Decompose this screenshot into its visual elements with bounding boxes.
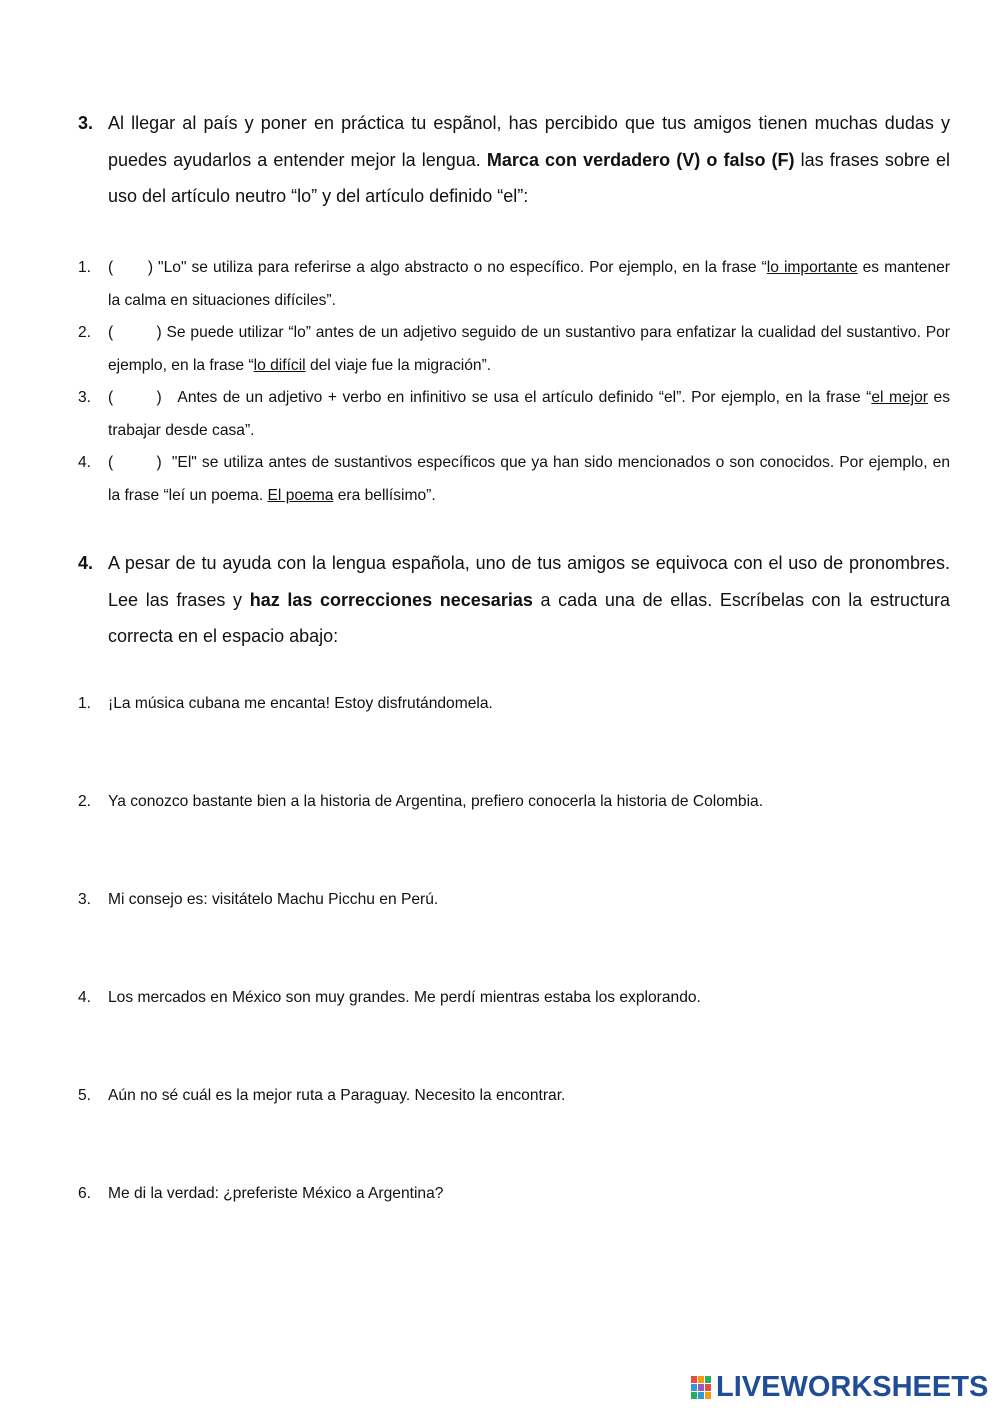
question-4-instruction: haz las correcciones necesarias bbox=[249, 589, 533, 610]
item-number: 4. bbox=[78, 454, 92, 471]
liveworksheets-logo-text: LIVEWORKSHEETS bbox=[716, 1370, 989, 1403]
item-text-end: es trabajar desde casa”. bbox=[108, 389, 950, 439]
item-text: Se puede utilizar “lo” antes de un adjetivo seguido de un sustantivo para enfatizar la cualidad del sustantivo. Por ejemplo, en la frase “ bbox=[108, 324, 955, 374]
question-3 bbox=[78, 105, 950, 215]
sentence-text: Aún no sé cuál es la mejor ruta a Paraguay. Necesito la encontrar. bbox=[108, 1087, 566, 1104]
list-item bbox=[78, 382, 950, 447]
answer-blank[interactable]: ( ) bbox=[108, 259, 154, 276]
question-4-intro: A pesar de tu ayuda con la lengua española, uno de tus amigos se equivoca con el uso de pronombres. Lee las frases y bbox=[108, 553, 950, 610]
sentence-text: Ya conozco bastante bien a la historia de Argentina, prefiero conocerla la historia de Colombia. bbox=[108, 793, 764, 810]
item-number: 1. bbox=[78, 259, 92, 276]
item-text: "Lo" se utiliza para referirse a algo abstracto o no específico. Por ejemplo, en la frase “ bbox=[153, 259, 767, 276]
answer-blank[interactable]: ( ) bbox=[108, 324, 162, 341]
list-item bbox=[78, 447, 955, 512]
sentence-4 bbox=[78, 987, 950, 1009]
question-4-text bbox=[108, 545, 950, 655]
question-4 bbox=[78, 545, 950, 655]
sentence-text: Los mercados en México son muy grandes. Me perdí mientras estaba los explorando. bbox=[108, 989, 701, 1006]
question-3-rest: las frases sobre el uso del artículo neutro “lo” y del artículo definido “el”: bbox=[108, 149, 951, 206]
sentence-number: 3. bbox=[78, 891, 92, 908]
sentence-text: Mi consejo es: visitátelo Machu Picchu en Perú. bbox=[108, 891, 439, 908]
sentence-3 bbox=[78, 889, 950, 911]
question-4-number: 4. bbox=[78, 553, 94, 573]
answer-blank[interactable]: ( ) bbox=[108, 454, 162, 471]
sentence-number: 6. bbox=[78, 1185, 92, 1202]
sentence-6 bbox=[78, 1183, 950, 1205]
underlined-example: lo difícil bbox=[253, 356, 306, 374]
true-false-list bbox=[78, 252, 955, 512]
sentence-number: 2. bbox=[78, 793, 92, 810]
sentence-number: 4. bbox=[78, 989, 92, 1006]
item-text-end: del viaje fue la migración”. bbox=[305, 356, 492, 374]
underlined-example: el mejor bbox=[871, 389, 928, 406]
item-text: Antes de un adjetivo + verbo en infinitivo se usa el artículo definido “el”. Por ejemplo, en la frase “ bbox=[161, 389, 872, 406]
answer-blank[interactable]: ( ) bbox=[108, 389, 162, 406]
sentence-text: Me di la verdad: ¿preferiste México a Argentina? bbox=[108, 1185, 444, 1202]
sentence-number: 1. bbox=[78, 695, 92, 712]
sentence-text: ¡La música cubana me encanta! Estoy disfrutándomela. bbox=[108, 695, 493, 712]
question-4-rest: a cada una de ellas. Escríbelas con la estructura correcta en el espacio abajo: bbox=[108, 589, 950, 646]
item-text-end: era bellísimo”. bbox=[333, 486, 436, 504]
question-3-number: 3. bbox=[78, 113, 94, 133]
list-item bbox=[78, 317, 955, 382]
item-number: 2. bbox=[78, 324, 92, 341]
liveworksheets-logo[interactable] bbox=[690, 1372, 988, 1402]
item-text: "El" se utiliza antes de sustantivos específicos que ya han sido mencionados o son conocidos. Por ejemplo, en la frase “leí un poema. bbox=[108, 454, 955, 504]
item-text-end: es mantener la calma en situaciones difíciles”. bbox=[108, 259, 950, 309]
item-number: 3. bbox=[78, 389, 92, 406]
question-3-text bbox=[108, 105, 950, 215]
sentence-5 bbox=[78, 1085, 950, 1107]
underlined-example: lo importante bbox=[766, 259, 858, 276]
sentence-2 bbox=[78, 791, 950, 813]
list-item bbox=[78, 252, 950, 317]
liveworksheets-logo-icon bbox=[690, 1374, 714, 1400]
sentence-number: 5. bbox=[78, 1087, 92, 1104]
underlined-example: El poema bbox=[267, 486, 334, 504]
question-3-instruction: Marca con verdadero (V) o falso (F) bbox=[486, 149, 795, 170]
sentence-1 bbox=[78, 693, 950, 715]
question-3-intro: Al llegar al país y poner en práctica tu espãnol, has percibido que tus amigos tienen muchas dudas y puedes ayudarlos a entender mejor la lengua. bbox=[108, 113, 950, 170]
